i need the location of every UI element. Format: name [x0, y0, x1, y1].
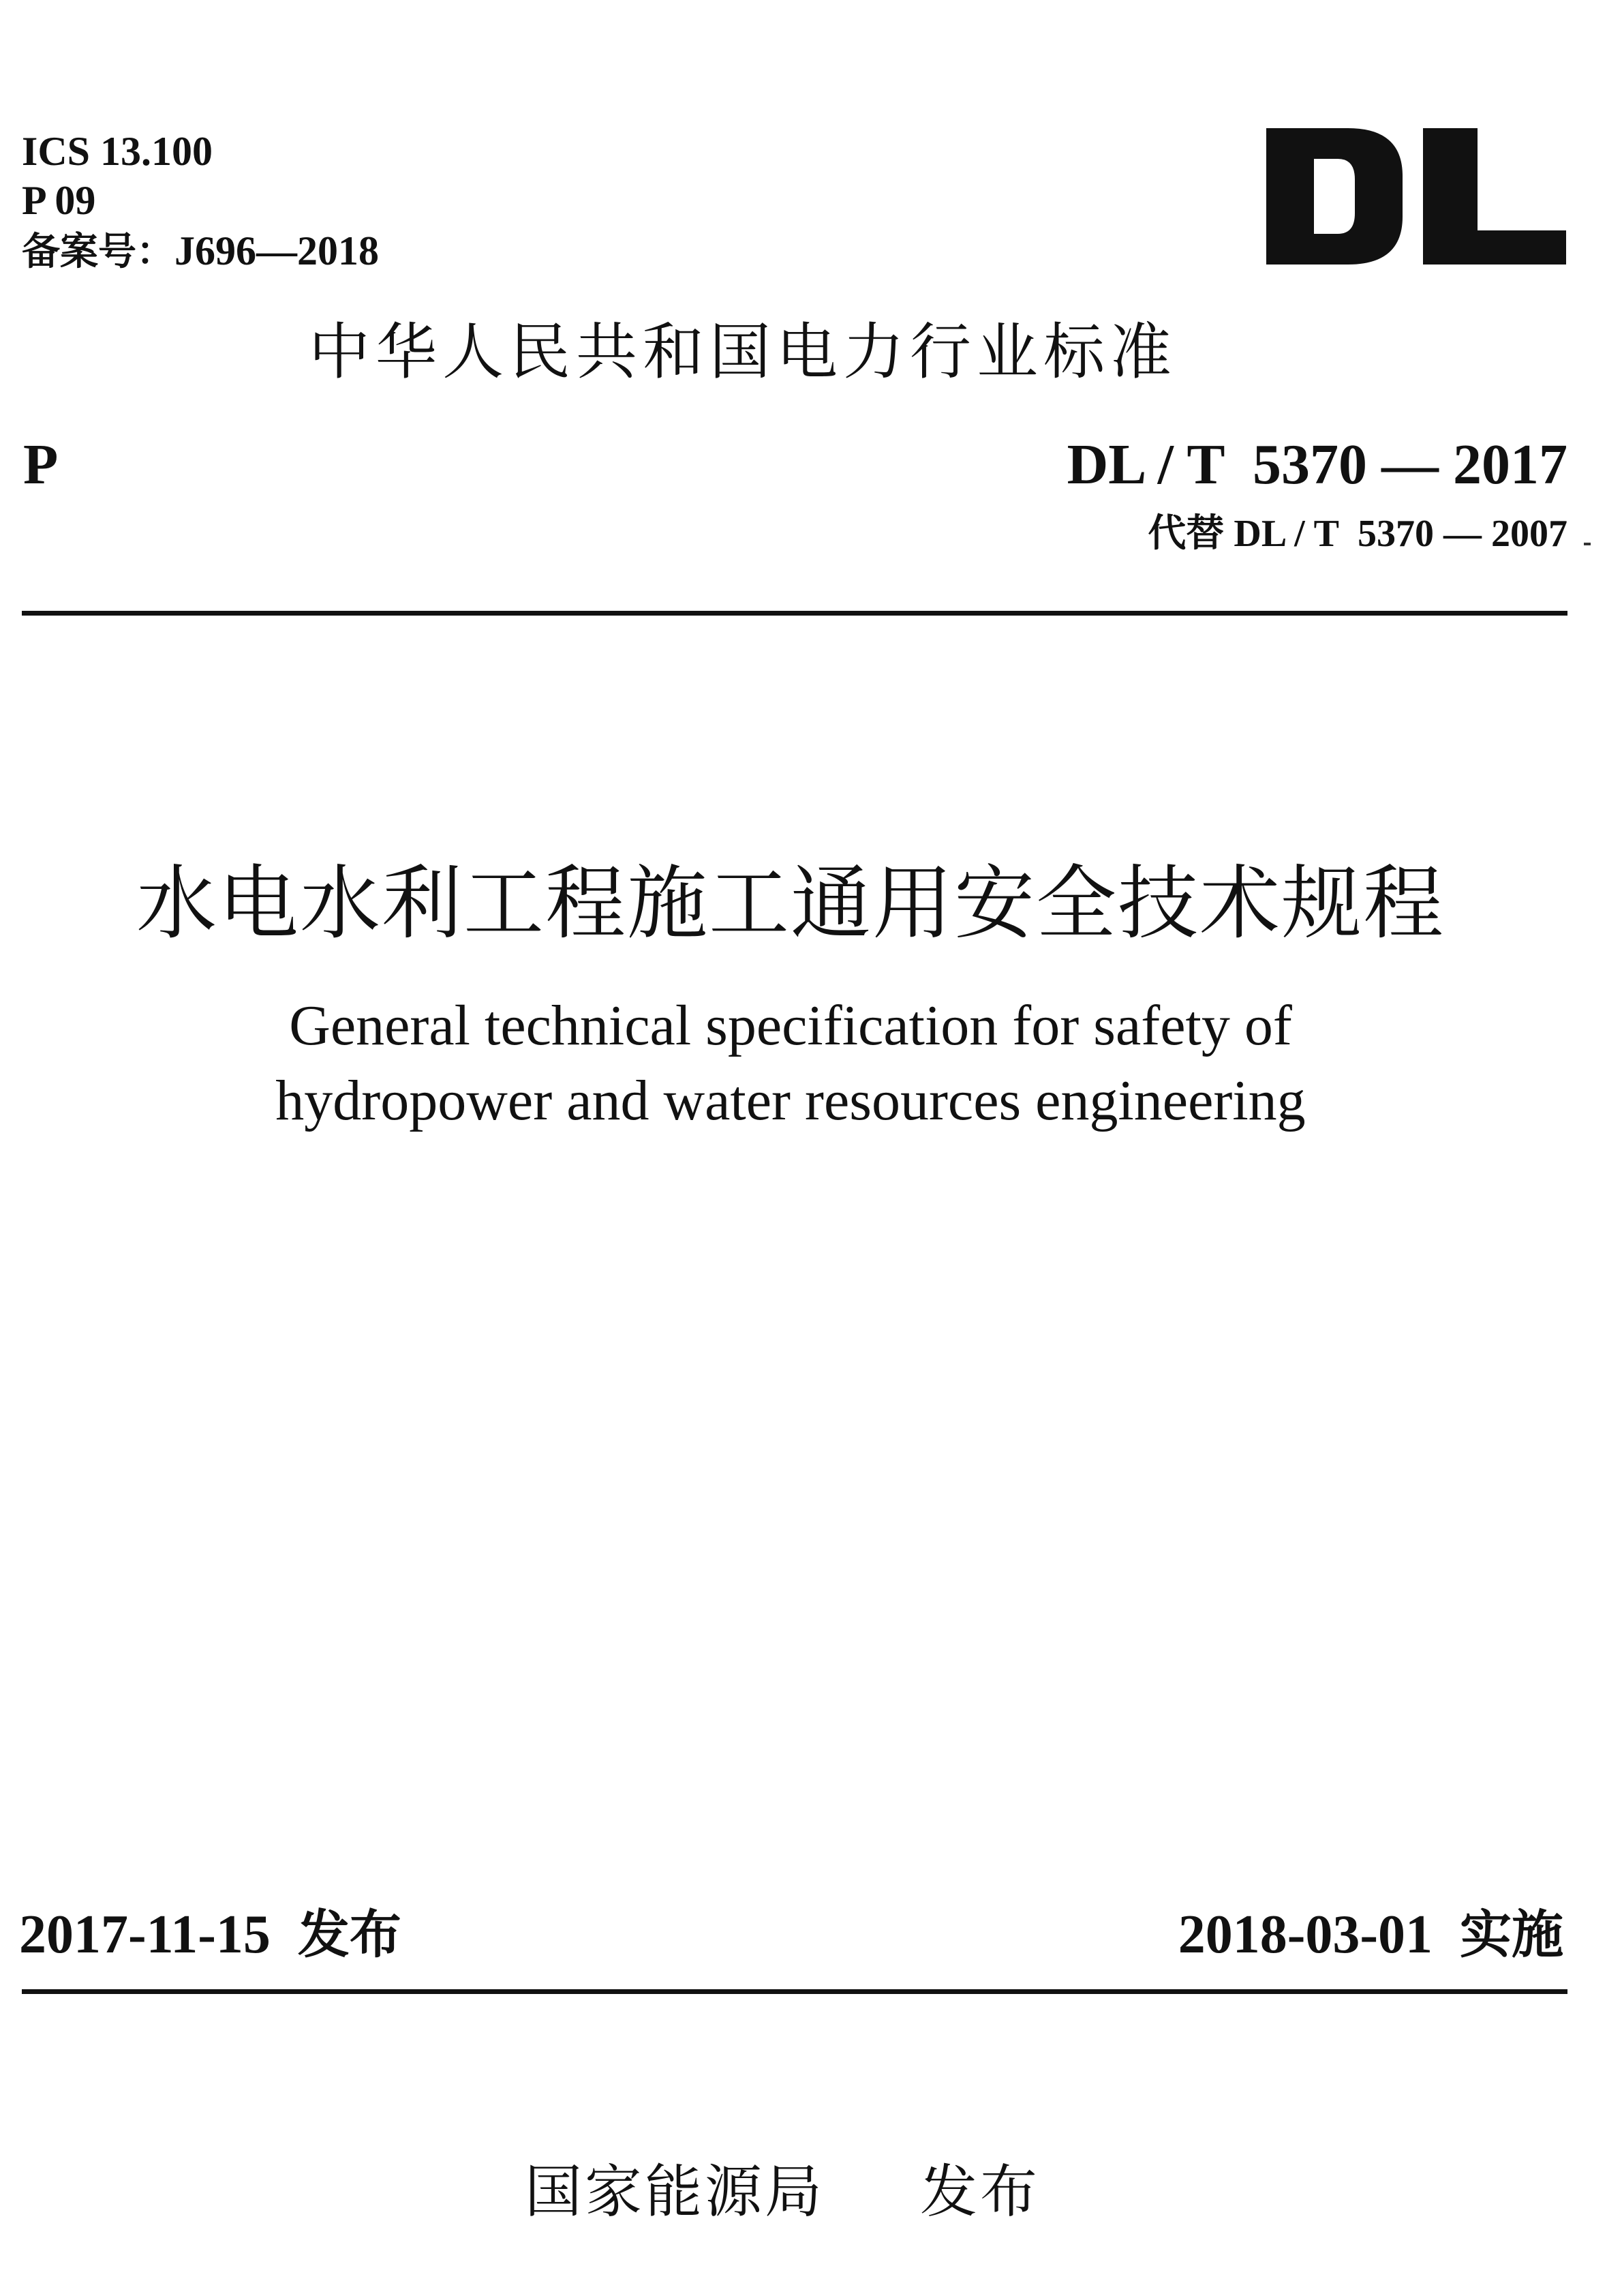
- implement-label: 实施: [1460, 1904, 1563, 1965]
- implement-date-line: [1178, 1901, 1563, 1969]
- publisher-name: 国家能源局: [525, 2158, 825, 2225]
- filing-number: J696—2018: [174, 228, 379, 273]
- filing-number-line: [22, 226, 379, 277]
- ccs-code: P 09: [22, 178, 96, 223]
- issue-label: 发布: [297, 1904, 401, 1965]
- top-divider: [22, 611, 1567, 616]
- dl-logo: [1266, 128, 1566, 265]
- title-english-line2: hydropower and water resources engineering: [275, 1069, 1306, 1132]
- title-chinese: 水电水利工程施工通用安全技术规程: [136, 856, 1445, 950]
- issue-date-line: [19, 1901, 401, 1969]
- filing-label: 备案号：: [22, 230, 174, 274]
- publisher-action: 发布: [920, 2158, 1041, 2225]
- standard-code: DL / T 5370 — 2017: [1067, 433, 1567, 496]
- industry-standard-title: 中华人民共和国电力行业标准: [309, 316, 1177, 388]
- replaces-standard: 代替 DL / T 5370 — 2007: [1148, 513, 1567, 555]
- bottom-divider: [22, 1989, 1567, 1994]
- title-english-line1: General technical specification for safety of: [289, 994, 1292, 1057]
- stray-mark: [1584, 543, 1591, 545]
- issue-date: 2017-11-15: [19, 1905, 271, 1965]
- publisher-line: [525, 2154, 1040, 2229]
- ics-code: ICS 13.100: [22, 129, 213, 174]
- category-letter: P: [23, 433, 59, 496]
- implement-date: 2018-03-01: [1178, 1905, 1433, 1965]
